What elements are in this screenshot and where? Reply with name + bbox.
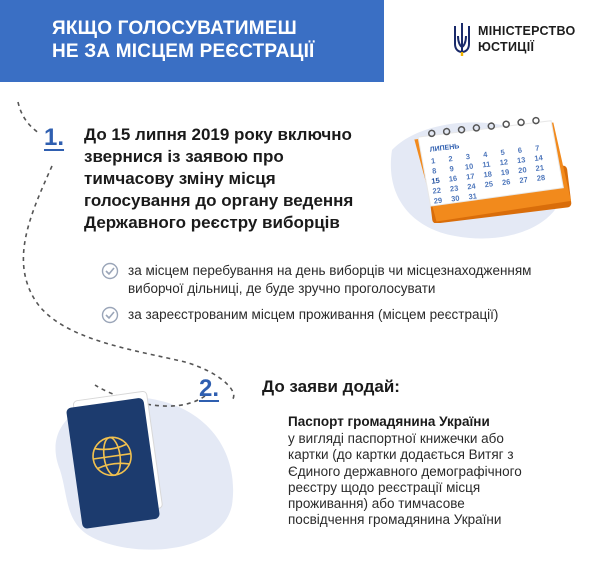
step-1-line: До 15 липня 2019 року включно bbox=[84, 125, 352, 144]
option-temporary-location bbox=[128, 262, 578, 298]
calendar-day: 1 bbox=[430, 156, 436, 166]
calendar-day: 18 bbox=[482, 169, 493, 180]
calendar-day: 9 bbox=[449, 163, 455, 174]
document-line: посвідчення громадянина України bbox=[288, 512, 502, 528]
step-1-number: 1. bbox=[44, 124, 65, 151]
calendar-day: 11 bbox=[481, 159, 491, 170]
calendar-day: 12 bbox=[499, 157, 509, 168]
document-line: картки (до картки додається Витяг з bbox=[288, 447, 514, 463]
calendar-day: 4 bbox=[482, 149, 488, 160]
calendar-day: 29 bbox=[433, 195, 443, 206]
ministry-name bbox=[478, 23, 598, 55]
calendar-day: 13 bbox=[516, 155, 526, 166]
banner-title-line-1: ЯКЩО ГОЛОСУВАТИМЕШ bbox=[52, 18, 297, 39]
step-2-title: До заяви додай: bbox=[262, 377, 400, 396]
calendar-day: 2 bbox=[447, 154, 454, 164]
document-title: Паспорт громадянина України bbox=[288, 414, 490, 429]
calendar-day: 21 bbox=[535, 162, 545, 173]
document-line: реєстру щодо реєстрації місця bbox=[288, 479, 481, 495]
calendar-day: 19 bbox=[500, 167, 510, 178]
document-line: Єдиного державного демографічного bbox=[288, 463, 522, 479]
calendar-day: 24 bbox=[466, 181, 477, 192]
calendar-month: ЛИПЕНЬ bbox=[429, 143, 460, 154]
document-description bbox=[288, 431, 588, 529]
step-1-line: звернися із заявою про bbox=[84, 147, 284, 166]
document-line: у вигляді паспортної книжечки або bbox=[288, 431, 504, 446]
option-line: за місцем перебування на день виборців чи місцезнаходженням bbox=[128, 263, 532, 278]
option-line: виборчої дільниці, де буде зручно проголосувати bbox=[128, 281, 436, 296]
calendar-day: 31 bbox=[468, 191, 478, 202]
check-circle-icon bbox=[101, 262, 119, 280]
option-registered-residence: за зареєстрованим місцем проживання (місцем реєстрації) bbox=[128, 307, 499, 322]
calendar-day: 10 bbox=[464, 161, 474, 172]
calendar-day: 7 bbox=[534, 143, 540, 153]
step-1-text bbox=[84, 124, 384, 234]
calendar-day: 8 bbox=[431, 166, 437, 176]
step-1-line: тимчасову зміну місця bbox=[84, 169, 276, 188]
ministry-name-line-2: ЮСТИЦІЇ bbox=[478, 40, 535, 54]
step-1-line: голосування до органу ведення bbox=[84, 191, 354, 210]
document-line: проживання) або тимчасове bbox=[288, 496, 465, 512]
calendar-day: 5 bbox=[499, 147, 506, 158]
calendar-day: 22 bbox=[432, 185, 442, 196]
banner-title-line-2: НЕ ЗА МІСЦЕМ РЕЄСТРАЦІЇ bbox=[52, 41, 315, 62]
calendar-day: 27 bbox=[518, 175, 529, 186]
calendar-day: 15 bbox=[430, 175, 441, 186]
calendar-day: 25 bbox=[484, 179, 494, 190]
ministry-name-line-1: МІНІСТЕРСТВО bbox=[478, 24, 576, 38]
calendar-day: 17 bbox=[465, 171, 475, 182]
step-1-line: Державного реєстру виборців bbox=[84, 213, 340, 232]
check-circle-icon bbox=[101, 306, 119, 324]
calendar-day: 28 bbox=[536, 172, 546, 183]
calendar-day: 23 bbox=[449, 183, 459, 194]
calendar-illustration bbox=[396, 105, 576, 223]
calendar-day: 6 bbox=[517, 145, 523, 155]
passport-illustration bbox=[60, 388, 170, 538]
header-banner bbox=[0, 0, 384, 82]
dashed-path-top bbox=[18, 102, 40, 134]
tryzub-icon bbox=[452, 22, 472, 56]
calendar-day: 14 bbox=[533, 153, 544, 164]
calendar-day: 30 bbox=[450, 193, 461, 204]
calendar-day: 16 bbox=[448, 173, 458, 184]
step-2-number: 2. bbox=[199, 375, 220, 402]
calendar-day: 3 bbox=[465, 151, 471, 162]
calendar-day: 26 bbox=[501, 177, 511, 188]
calendar-day: 20 bbox=[517, 165, 528, 176]
